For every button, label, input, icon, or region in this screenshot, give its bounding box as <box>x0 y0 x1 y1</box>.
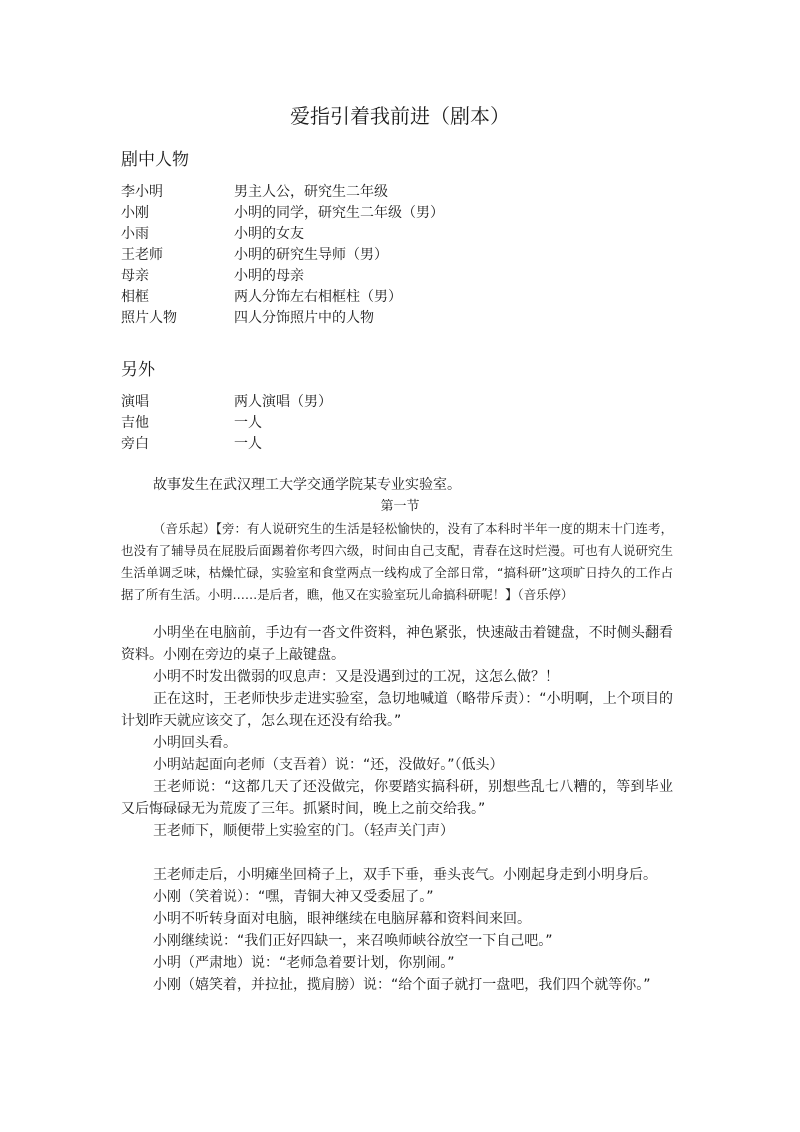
script-paragraph: 小刚（嬉笑着，并拉扯，揽肩膀）说：“给个面子就打一盘吧，我们四个就等你。” <box>153 977 651 993</box>
script-paragraph: 小明坐在电脑前，手边有一沓文件资料，神色紧张，快速敲击着键盘，不时侧头翻看资料。小刚在旁边的桌子上敲键盘。 <box>121 625 673 663</box>
cast-row <box>121 180 681 201</box>
cast-row <box>121 306 681 327</box>
script-paragraph: 小明不听转身面对电脑，眼神继续在电脑屏幕和资料间来回。 <box>153 911 531 927</box>
cast-description: 男主人公，研究生二年级 <box>234 183 388 200</box>
cast-name: 母亲 <box>121 267 149 284</box>
script-paragraph: 小明回头看。 <box>153 735 237 751</box>
script-paragraph: 小明站起面向老师（支吾着）说：“还，没做好。”（低头） <box>153 757 504 773</box>
extras-description: 一人 <box>234 414 262 431</box>
script-paragraph: 王老师下，顺便带上实验室的门。（轻声关门声） <box>153 823 454 839</box>
extras-name: 演唱 <box>121 393 149 410</box>
cast-name: 李小明 <box>121 183 163 200</box>
blank-line <box>121 842 673 864</box>
script-paragraph: 正在这时，王老师快步走进实验室，急切地喊道（略带斥责）：“小明啊，上个项目的计划昨天就应该交了，怎么现在还没有给我。” <box>121 691 673 729</box>
cast-name: 照片人物 <box>121 309 177 326</box>
cast-row <box>121 243 681 264</box>
extras-list <box>121 390 681 453</box>
extras-name: 吉他 <box>121 414 149 431</box>
cast-name: 小雨 <box>121 225 149 242</box>
section-title: 第一节 <box>380 499 420 514</box>
extras-description: 一人 <box>234 435 262 452</box>
cast-heading: 剧中人物 <box>121 150 189 170</box>
narration-paragraph: （音乐起）【旁：有人说研究生的生活是轻松愉快的，没有了本科时半年一度的期末十门连考，也没有了辅导员在屁股后面踢着你考四六级，时间由自己支配，青春在这时烂漫。可也有人说研究生生活单调乏味，枯燥忙碌，实验室和食堂两点一线构成了全部日常，“搞科研”这项旷日持久的工作占据了所有生活。小明……是后者，瞧，他又在实验室玩儿命搞科研呢！】（音乐停） <box>121 521 673 602</box>
cast-row <box>121 285 681 306</box>
script-paragraph: 小刚（笑着说）：“嘿，青铜大神又受委屈了。” <box>153 889 434 905</box>
extras-description: 两人演唱（男） <box>234 393 332 410</box>
extras-row <box>121 390 681 411</box>
extras-name: 旁白 <box>121 435 149 452</box>
script-paragraph: 小刚继续说：“我们正好四缺一，来召唤师峡谷放空一下自己吧。” <box>153 933 553 949</box>
cast-description: 小明的母亲 <box>234 267 304 284</box>
cast-row <box>121 264 681 285</box>
script-paragraph: 王老师说：“这都几天了还没做完，你要踏实搞科研，别想些乱七八糟的，等到毕业又后悔碌碌无为荒废了三年。抓紧时间，晚上之前交给我。” <box>121 779 673 817</box>
script-body <box>121 622 673 996</box>
cast-row <box>121 201 681 222</box>
cast-name: 王老师 <box>121 246 163 263</box>
cast-description: 小明的同学，研究生二年级（男） <box>234 204 444 221</box>
cast-description: 小明的女友 <box>234 225 304 242</box>
document-title: 爱指引着我前进（剧本） <box>290 104 510 128</box>
cast-description: 两人分饰左右相框柱（男） <box>234 288 402 305</box>
cast-name: 相框 <box>121 288 149 305</box>
script-paragraph: 王老师走后，小明瘫坐回椅子上，双手下垂，垂头丧气。小刚起身走到小明身后。 <box>153 867 657 883</box>
cast-row <box>121 222 681 243</box>
cast-description: 小明的研究生导师（男） <box>234 246 388 263</box>
extras-row <box>121 411 681 432</box>
cast-description: 四人分饰照片中的人物 <box>234 309 374 326</box>
extras-heading: 另外 <box>121 360 155 380</box>
script-paragraph: 小明（严肃地）说：“老师急着要计划，你别闹。” <box>153 955 455 971</box>
cast-name: 小刚 <box>121 204 149 221</box>
setting-line: 故事发生在武汉理工大学交通学院某专业实验室。 <box>153 477 461 493</box>
cast-list <box>121 180 681 327</box>
extras-row <box>121 432 681 453</box>
script-paragraph: 小明不时发出微弱的叹息声：又是没遇到过的工况，这怎么做？！ <box>153 669 559 685</box>
